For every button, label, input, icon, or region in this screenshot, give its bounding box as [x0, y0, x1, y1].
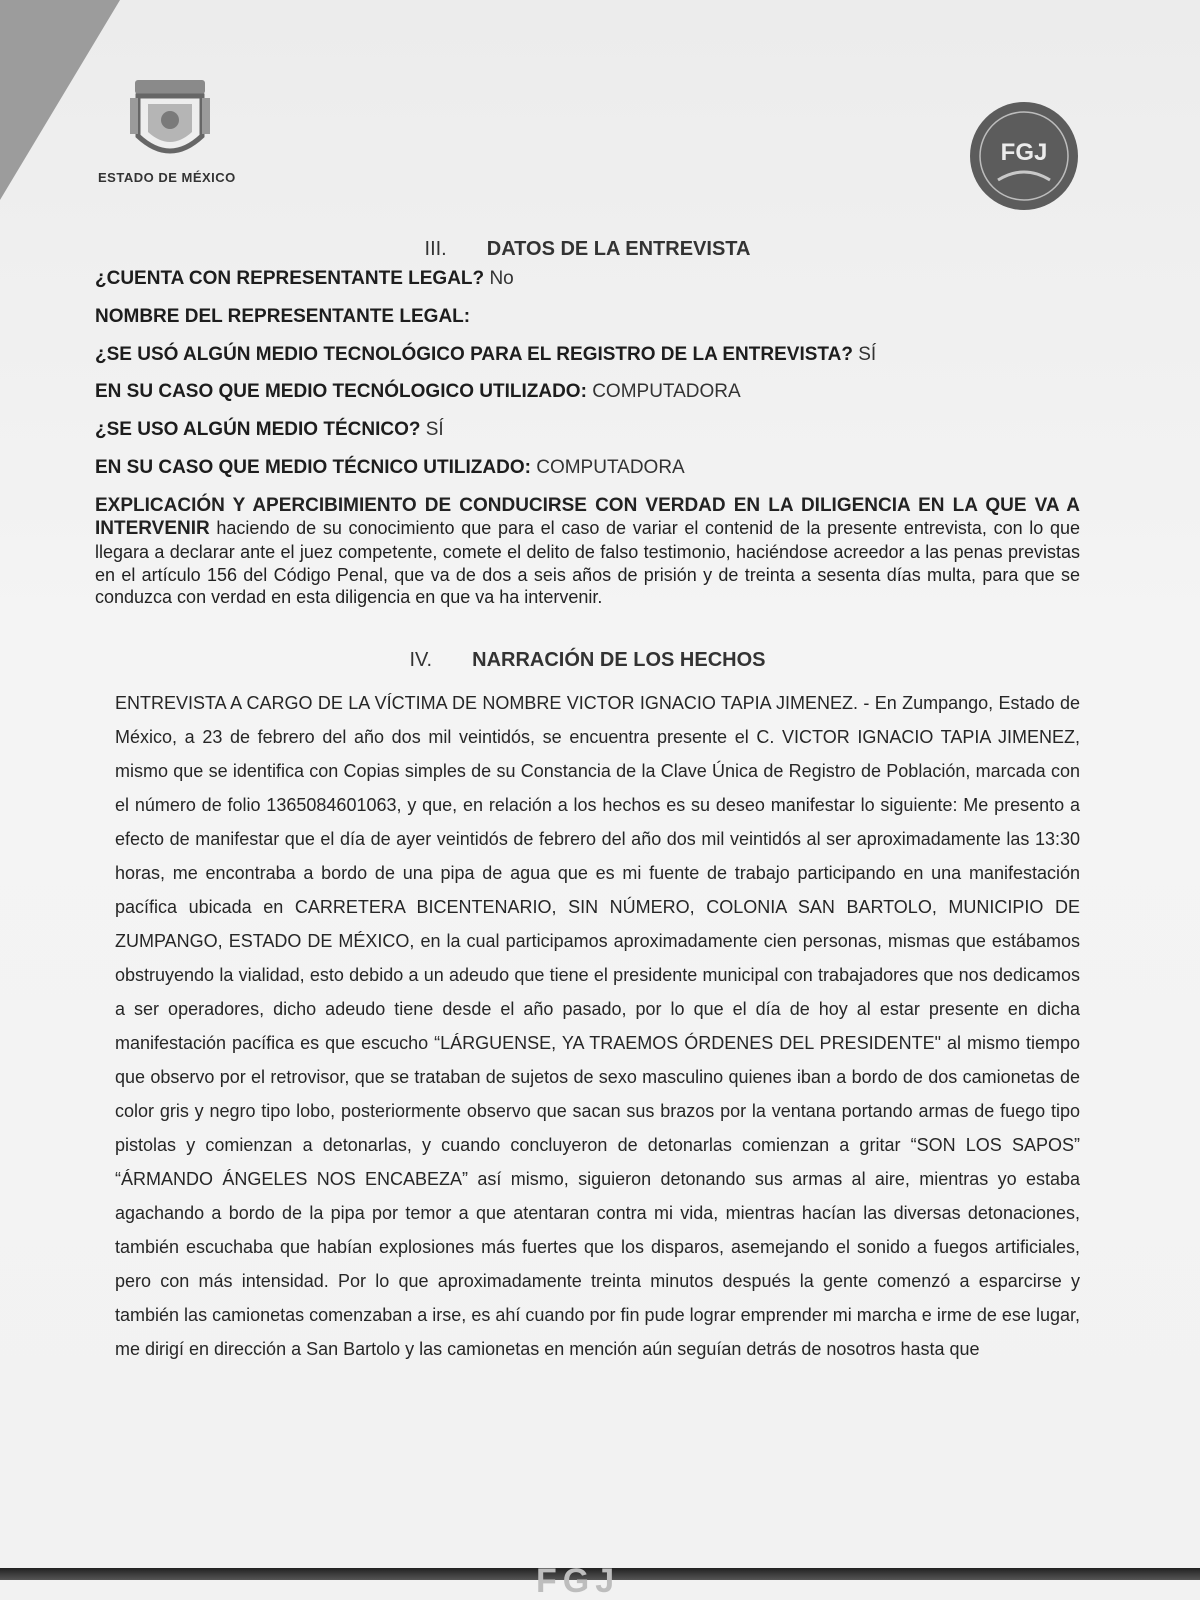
document-body	[95, 238, 1080, 1366]
truthfulness-warning	[95, 494, 1080, 609]
field-question: ¿SE USÓ ALGÚN MEDIO TECNOLÓGICO PARA EL REGISTRO DE LA ENTREVISTA?	[95, 343, 853, 365]
field-question: ¿CUENTA CON REPRESENTANTE LEGAL?	[95, 268, 485, 289]
interview-field-technical-medium	[95, 418, 1080, 442]
truthfulness-warning-title: EXPLICACIÓN Y APERCIBIMIENTO DE CONDUCIRSE CON VERDAD EN LA DILIGENCIA EN LA QUE VA A INTERVENIR	[95, 494, 1080, 540]
section-3-title: DATOS DE LA ENTREVISTA	[486, 238, 751, 260]
fgj-seal-text: FGJ	[1000, 139, 1048, 166]
section-3-number: III.	[424, 238, 447, 260]
section-4-title: NARRACIÓN DE LOS HECHOS	[472, 648, 766, 671]
narrative-body: ENTREVISTA A CARGO DE LA VÍCTIMA DE NOMBRE VICTOR IGNACIO TAPIA JIMENEZ. - En Zumpango, Estado de México, a 23 de febrero del año dos mil veintidós, se encuentra presente el C. VICTOR IGNACIO TAPIA JIMENEZ, mismo que se identifica con Copias simples de su Constancia de la Clave Única de Registro de Población, marcada con el número de folio 1365084601063, y que, en relación a los hechos es su deseo manifestar lo siguiente: Me presento a efecto de manifestar que el día de ayer veintidós de febrero del año dos mil veintidós al ser aproximadamente las 13:30 horas, me encontraba a bordo de una pipa de agua que es mi fuente de trabajo participando en una manifestación pacífica ubicada en CARRETERA BICENTENARIO, SIN NÚMERO, COLONIA SAN BARTOLO, MUNICIPIO DE ZUMPANGO, ESTADO DE MÉXICO, en la cual participamos aproximadamente cien personas, mismas que estábamos obstruyendo la vialidad, esto debido a un adeudo que tiene el presidente municipal con trabajadores que nos dedicamos a ser operadores, dicho adeudo tiene desde el año pasado, por lo que el día de hoy al estar presente en dicha manifestación pacífica es que escucho “LÁRGUENSE, YA TRAEMOS ÓRDENES DEL PRESIDENTE" al mismo tiempo que observo por el retrovisor, que se trataban de sujetos de sexo masculino quienes iban a bordo de dos camionetas de color gris y negro tipo lobo, posteriormente observo que sacan sus brazos por la ventana portando armas de fuego tipo pistolas y comienzan a detonarlas, y cuando concluyeron de detonarlas comienzan a gritar “SON LOS SAPOS” “ÁRMANDO ÁNGELES NOS ENCABEZA” así mismo, siguieron detonando sus armas al aire, mientras yo estaba agachando a bordo de la pipa por temor a que atentaran contra mi vida, mientras hacían las diversas detonaciones, también escuchaba que habían explosiones más fuertes que los disparos, asemejando el sonido a fuegos artificiales, pero con más intensidad. Por lo que aproximadamente treinta minutos después la gente comenzó a esparcirse y también las camionetas comenzaban a irse, es ahí cuando por fin pude lograr emprender mi marcha e irme de ese lugar, me dirigí en dirección a San Bartolo y las camionetas en mención aún seguían detrás de nosotros hasta que	[115, 692, 1080, 1359]
interview-field-legal-rep	[95, 267, 1080, 291]
interview-field-legal-rep-name	[95, 305, 1080, 329]
state-label: ESTADO DE MÉXICO	[98, 170, 236, 185]
field-answer: COMPUTADORA	[592, 381, 741, 403]
section-4-heading	[95, 649, 1080, 672]
field-answer: SÍ	[425, 419, 444, 440]
section-4-number: IV.	[409, 648, 433, 671]
interview-field-technical-medium-used	[95, 456, 1080, 480]
interview-field-tech-medium-used	[95, 380, 1080, 404]
field-question: ¿SE USO ALGÚN MEDIO TÉCNICO?	[95, 419, 421, 440]
state-coat-of-arms-icon	[120, 70, 220, 170]
section-3-heading	[95, 238, 1080, 261]
fgj-seal-icon	[968, 100, 1080, 212]
field-question: EN SU CASO QUE MEDIO TÉCNICO UTILIZADO:	[95, 456, 531, 478]
interview-field-tech-medium	[95, 343, 1080, 367]
footer-logo: FGJ	[536, 1562, 621, 1600]
field-question: EN SU CASO QUE MEDIO TECNÓLOGICO UTILIZADO:	[95, 381, 587, 403]
field-answer: COMPUTADORA	[536, 456, 685, 478]
truthfulness-warning-text: haciendo de su conocimiento que para el caso de variar el contenid de la presente entrevista, con lo que llegara a declarar ante el juez competente, comete el delito de falso testimonio, haciéndose acreedor a las penas previstas en el artículo 156 del Código Penal, que va de dos a seis años de prisión y de treinta a sesenta días multa, para que se conduzca con verdad en esta diligencia en que va ha intervenir.	[95, 518, 1080, 607]
field-answer: No	[489, 268, 514, 289]
field-answer: SÍ	[858, 343, 877, 365]
field-question: NOMBRE DEL REPRESENTANTE LEGAL:	[95, 305, 471, 327]
